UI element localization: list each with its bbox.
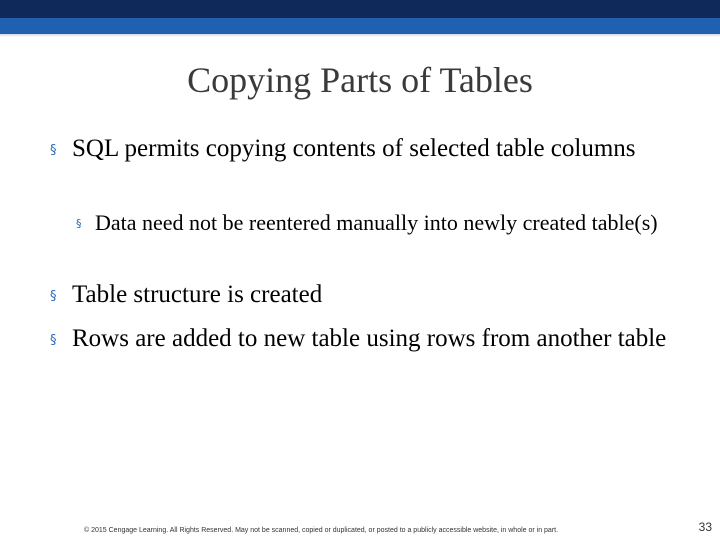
copyright-footer: © 2015 Cengage Learning. All Rights Reserved. May not be scanned, copied or duplicated, or posted to a publicly accessible website, in whole or in part. — [84, 527, 559, 534]
page-number: 33 — [698, 520, 712, 534]
bullet-square-icon: § — [50, 289, 57, 304]
sub-bullet-item — [76, 208, 696, 238]
bullet-square-icon: § — [50, 143, 57, 158]
bullet-square-icon: § — [50, 333, 57, 348]
slide-title: Copying Parts of Tables — [187, 60, 533, 100]
header-shadow — [0, 34, 720, 37]
header-accent-bar — [0, 18, 720, 34]
bullet-text: Data need not be reentered manually into newly created table(s) — [95, 210, 658, 235]
bullet-text: SQL permits copying contents of selected table columns — [72, 135, 636, 162]
bullet-text: Rows are added to new table using rows from another table — [72, 325, 667, 352]
bullet-text: Table structure is created — [72, 281, 323, 308]
bullet-square-icon: § — [76, 217, 82, 230]
bullet-item — [50, 323, 690, 355]
bullet-item — [50, 133, 690, 165]
bullet-item — [50, 279, 690, 311]
header-bar — [0, 0, 720, 18]
